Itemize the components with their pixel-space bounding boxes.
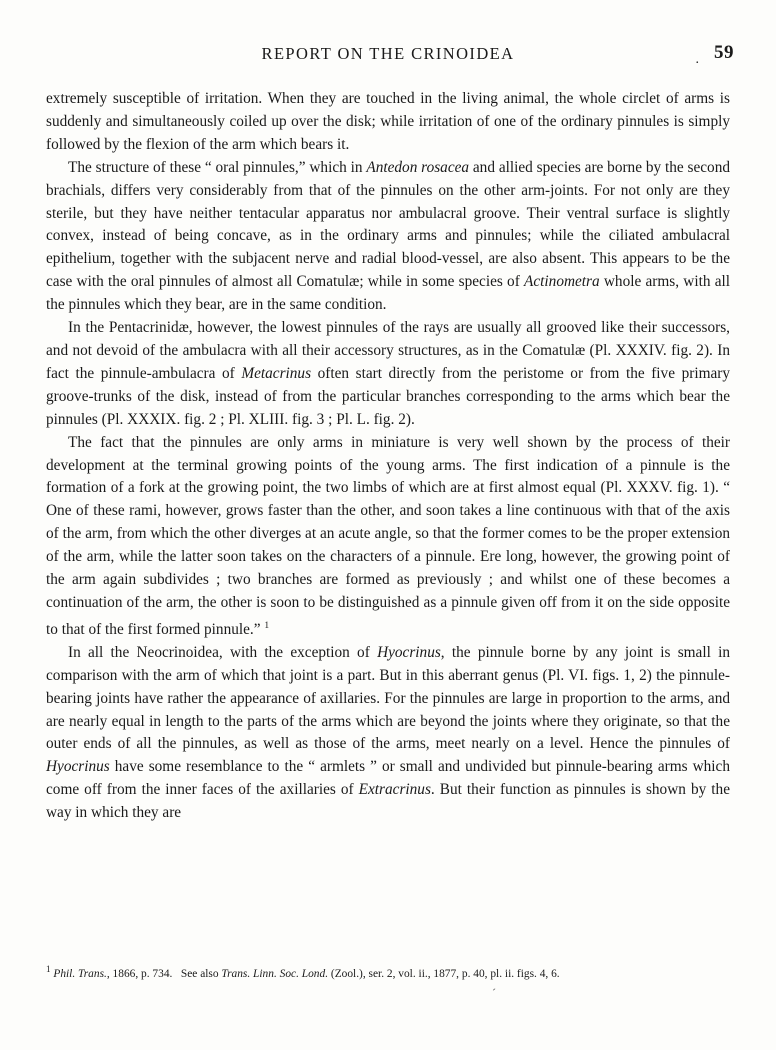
running-head xyxy=(0,44,776,64)
page-number-prefix-mark: . xyxy=(695,52,699,67)
page-number: 59 xyxy=(714,42,734,63)
paragraph-1: extremely susceptible of irritation. When they are touched in the living animal, the whole circlet of arms is suddenly and simultaneously coiled up over the disk; while irritation of one of the ordinary pinnules is simply followed by the flexion of the arm which bears it. xyxy=(46,90,730,153)
footnote-text: Phil. Trans., 1866, p. 734. See also Trans. Linn. Soc. Lond. (Zool.), ser. 2, vol. ii., 1877, p. 40, pl. ii. figs. 4, 6. xyxy=(53,967,560,980)
footnote xyxy=(46,962,730,982)
paragraph-4: The fact that the pinnules are only arms in miniature is very well shown by the process of their development at the terminal growing points of the young arms. The first indication of a pinnule is the formation of a fork at the growing point, the two limbs of which are at first almost equal (Pl. XXXV. fig. 1). “ One of these rami, however, grows faster than the other, and soon takes a line continuous with that of the axis of the arm, from which the other diverges at an acute angle, so that the former comes to be the proper extension of the arm, while the latter soon takes on the characters of a pinnule. Ere long, however, the growing point of the arm again subdivides ; two branches are formed as previously ; and whilst one of these becomes a continuation of the arm, the other is soon to be distinguished as a pinnule given off from it on the side opposite to that of the first formed pinnule.” $^1$ xyxy=(46,433,730,638)
body-text-column xyxy=(46,88,730,825)
paragraph-2: The structure of these “ oral pinnules,” which in Antedon rosacea and allied species are borne by the second brachials, differs very considerably from that of the pinnules on the other arm-joints. For not only are they sterile, but they have neither tentacular apparatus nor ambulacral groove. Their ventral surface is slightly convex, instead of being concave, as in the ordinary arms and pinnules; while the ciliated ambulacral epithelium, together with the subjacent nerve and radial blood-vessel, are also absent. This appears to be the case with the oral pinnules of almost all Comatulæ; while in some species of Actinometra whole arms, with all the pinnules which they bear, are in the same condition. xyxy=(46,158,730,314)
running-head-title: REPORT ON THE CRINOIDEA xyxy=(261,44,515,63)
paragraph-3: In the Pentacrinidæ, however, the lowest pinnules of the rays are usually all grooved like their successors, and not devoid of the ambulacra with all their accessory structures, as in the Comatulæ (Pl. XXXIV. fig. 2). In fact the pinnule-ambulacra of Metacrinus often start directly from the peristome or from the five primary groove-trunks of the disk, instead of from the particular branches corresponding to the arms which bear the pinnules (Pl. XXXIX. fig. 2 ; Pl. XLIII. fig. 3 ; Pl. L. fig. 2). xyxy=(46,319,730,428)
paragraph-5: In all the Neocrinoidea, with the exception of Hyocrinus, the pinnule borne by any joint is small in comparison with the arm of which that joint is a part. But in this aberrant genus (Pl. VI. figs. 1, 2) the pinnule-bearing joints have rather the appearance of axillaries. For the pinnules are large in proportion to the arms, and are nearly equal in length to the parts of the arms which are beyond the joints where they originate, so that the outer ends of all the pinnules, as well as those of the arms, meet nearly on a level. Hence the pinnules of Hyocrinus have some resemblance to the “ armlets ” or small and undivided but pinnule-bearing arms which come off from the inner faces of the axillaries of Extracrinus. But their function as pinnules is shown by the way in which they are xyxy=(46,643,730,822)
footnote-marker: 1 xyxy=(46,964,51,974)
stray-ink-mark: ˊ xyxy=(492,986,496,1000)
